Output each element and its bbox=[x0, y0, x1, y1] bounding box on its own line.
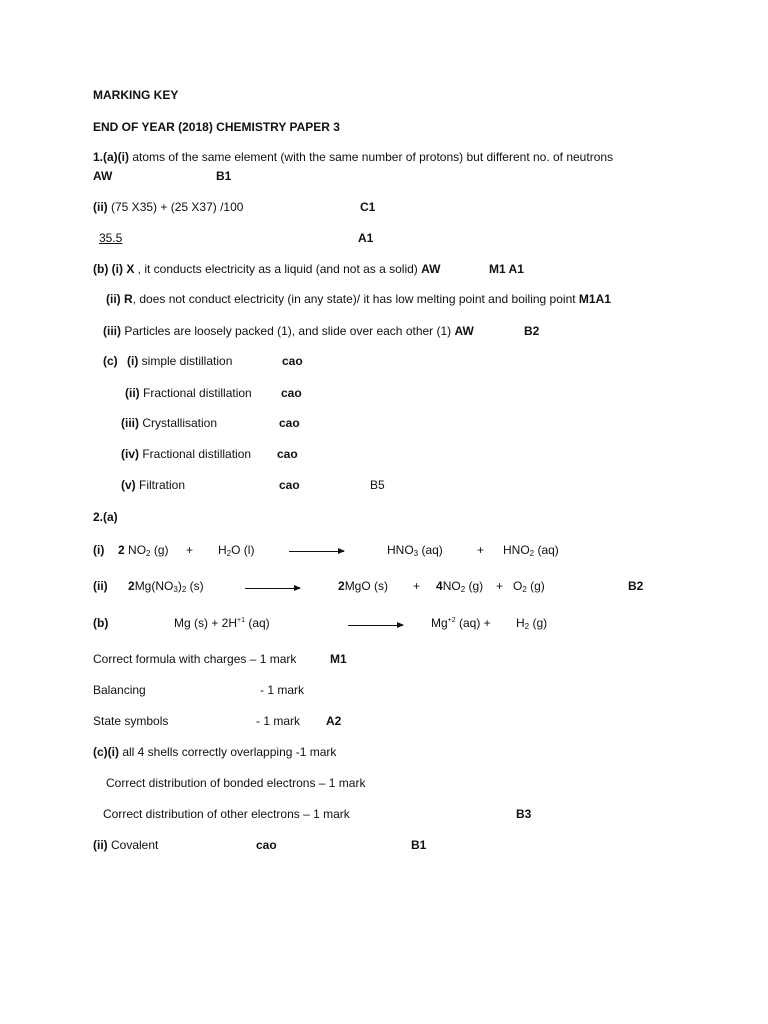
q1a-ii-answer-mark: A1 bbox=[358, 231, 374, 245]
marking-note-3: State symbols bbox=[93, 714, 169, 728]
q2a-label: 2.(a) bbox=[93, 510, 118, 524]
q2c-ii-cao: cao bbox=[256, 838, 277, 852]
q1c-label: (c) bbox=[103, 354, 118, 368]
q1c-item-1: (i) simple distillation bbox=[127, 354, 233, 368]
q2a-i-product-2: $HNO_2$ (aq) bbox=[503, 543, 559, 558]
q1c-item-5-mark: cao bbox=[279, 478, 300, 492]
q1b-i-line: (b) (i) X , it conducts electricity as a liquid (and not as a solid) AW bbox=[93, 262, 441, 276]
q1b-iii-mark: B2 bbox=[524, 324, 540, 338]
q1c-total: B5 bbox=[370, 478, 385, 492]
marking-note-2: Balancing bbox=[93, 683, 146, 697]
q1c-item-2-mark: cao bbox=[281, 386, 302, 400]
q2c-ii-line: (ii) Covalent bbox=[93, 838, 159, 852]
marking-note-2-value: - 1 mark bbox=[260, 683, 305, 697]
q2a-ii-mark: B2 bbox=[628, 579, 644, 593]
q2a-i-reactant-2: $H_2O$ (l) bbox=[218, 543, 255, 558]
q2a-ii-product-1: 2MgO (s) bbox=[338, 579, 389, 593]
q1c-item-5: (v) Filtration bbox=[121, 478, 186, 492]
marking-note-1-mark: M1 bbox=[330, 652, 347, 666]
marking-note-3-value: - 1 mark bbox=[256, 714, 301, 728]
q2b-product-1: $Mg^{+2}$ (aq) + bbox=[431, 616, 491, 630]
q2a-ii-plus: + bbox=[413, 579, 421, 593]
q1c-item-1-mark: cao bbox=[282, 354, 303, 368]
q2a-ii-label: (ii) bbox=[93, 579, 108, 593]
q2b-label: (b) bbox=[93, 616, 109, 630]
doc-title: MARKING KEY bbox=[93, 88, 179, 102]
q2a-i-label: (i) bbox=[93, 543, 105, 557]
q2c-line-2: Correct distribution of bonded electrons – 1 mark bbox=[106, 776, 366, 790]
q2b-product-2: $H_2$ (g) bbox=[516, 616, 548, 631]
reaction-arrow-icon bbox=[289, 551, 344, 552]
q2a-ii-product-3: $O_2$ (g) bbox=[513, 579, 545, 594]
q1c-item-4: (iv) Fractional distillation bbox=[121, 447, 252, 461]
q2c-line-3-mark: B3 bbox=[516, 807, 532, 821]
q2a-i-plus-2: + bbox=[477, 543, 485, 557]
q2c-i-line: (c)(i) all 4 shells correctly overlapping -1 mark bbox=[93, 745, 337, 759]
q1a-ii-line: (ii) (75 X35) + (25 X37) /100 bbox=[93, 200, 244, 214]
q1a-i-mark: B1 bbox=[216, 169, 232, 183]
q1a-ii-answer: 35.5 bbox=[99, 231, 123, 245]
q2a-ii-product-2: $4NO_2$ (g) bbox=[436, 579, 484, 594]
reaction-arrow-icon bbox=[245, 588, 300, 589]
q1b-ii-line: (ii) R, does not conduct electricity (in any state)/ it has low melting point and boiling point M1A1 bbox=[106, 292, 611, 306]
q1b-iii-line: (iii) Particles are loosely packed (1), and slide over each other (1) AW bbox=[103, 324, 474, 338]
q2c-line-3: Correct distribution of other electrons – 1 mark bbox=[103, 807, 350, 821]
q2a-i-product-1: $HNO_3$ (aq) bbox=[387, 543, 443, 558]
q1b-i-mark: M1 A1 bbox=[489, 262, 524, 276]
q2a-i-plus: + bbox=[186, 543, 194, 557]
q2c-ii-mark: B1 bbox=[411, 838, 427, 852]
q2a-i-reactant-1: 2 $NO_2$ (g) bbox=[118, 543, 169, 558]
q2a-ii-reactant: $2Mg(NO_3)_2$ (s) bbox=[128, 579, 204, 594]
q1a-i-aw: AW bbox=[93, 169, 113, 183]
q1a-i-line: 1.(a)(i) atoms of the same element (with the same number of protons) but different no. of neutrons bbox=[93, 150, 614, 164]
q1c-item-2: (ii) Fractional distillation bbox=[125, 386, 252, 400]
doc-subtitle: END OF YEAR (2018) CHEMISTRY PAPER 3 bbox=[93, 120, 340, 134]
reaction-arrow-icon bbox=[348, 625, 403, 626]
marking-note-3-mark: A2 bbox=[326, 714, 342, 728]
marking-note-1: Correct formula with charges – 1 mark bbox=[93, 652, 297, 666]
q1c-item-3-mark: cao bbox=[279, 416, 300, 430]
q1c-item-4-mark: cao bbox=[277, 447, 298, 461]
q2b-reactants: Mg $(s) + 2H^{+1}$ (aq) bbox=[174, 616, 270, 630]
q1a-ii-mark: C1 bbox=[360, 200, 376, 214]
q1c-item-3: (iii) Crystallisation bbox=[121, 416, 218, 430]
q2a-ii-plus-2: + bbox=[496, 579, 504, 593]
